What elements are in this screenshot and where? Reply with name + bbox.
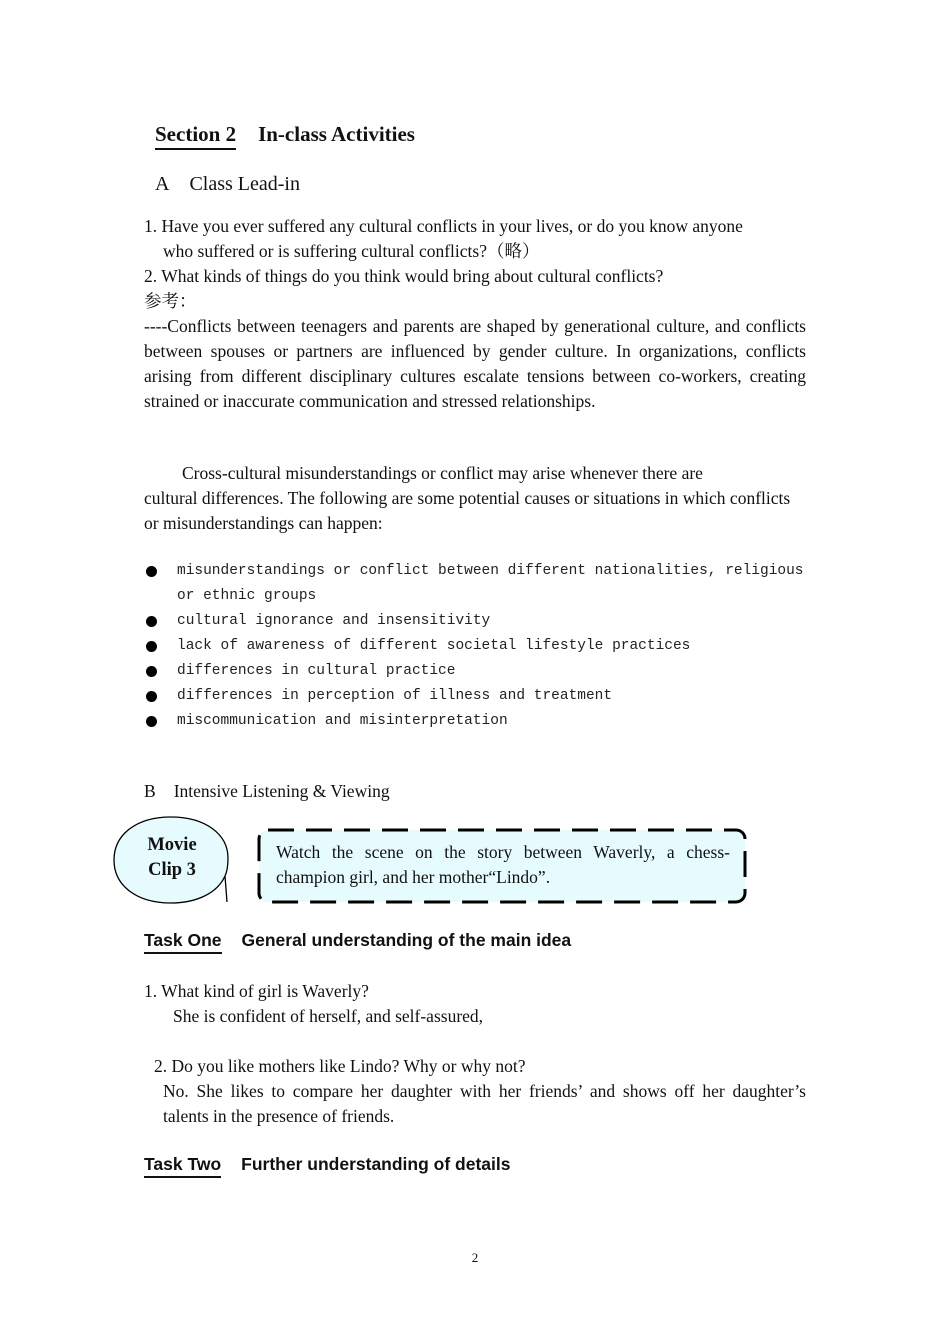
- section-number: Section 2: [155, 122, 236, 150]
- bullet-icon: [146, 666, 157, 677]
- part-a-heading: [155, 173, 300, 196]
- question-1: [144, 214, 809, 239]
- question-2-number: 2.: [144, 266, 158, 286]
- reference-label: 参考：: [144, 291, 197, 311]
- question-2: [144, 264, 663, 289]
- bullet-icon: [146, 691, 157, 702]
- page-number: 2: [471, 1250, 479, 1265]
- watch-instruction-text: Watch the scene on the story between Waverly, a chess-champion girl, and her mother“Lindo”.: [276, 842, 730, 887]
- list-item: miscommunication and misinterpretation: [144, 709, 809, 734]
- task-one-heading: [144, 930, 571, 954]
- task-one-title: General understanding of the main idea: [241, 930, 572, 950]
- question-1-text: Have you ever suffered any cultural conflicts in your lives, or do you know anyone: [161, 216, 743, 236]
- movie-clip-label: [113, 833, 231, 883]
- bullet-icon: [146, 641, 157, 652]
- causes-list: [144, 559, 809, 734]
- part-b-title: Intensive Listening & Viewing: [173, 781, 390, 801]
- intro-rest: cultural differences. The following are some potential causes or situations in which conflicts or misunderstandings can happen:: [144, 488, 791, 533]
- part-b-letter: B: [144, 781, 156, 801]
- question-1-continuation: who suffered or is suffering cultural conflicts?（略）: [163, 241, 540, 261]
- reference-text: ----Conflicts between teenagers and parents are shaped by generational culture, and conflicts between spouses or partners are influenced by gender culture. In organizations, conflicts arising from different disciplinary cultures escalate tensions between co-workers, creating strained or inaccurate communication and stressed relationships.: [144, 316, 806, 411]
- list-item: cultural ignorance and insensitivity: [144, 609, 809, 634]
- list-item: differences in perception of illness and treatment: [144, 684, 809, 709]
- bullet-icon: [146, 566, 157, 577]
- movie-clip-line1: Movie: [147, 835, 197, 855]
- task-one-answer-1: She is confident of herself, and self-assured,: [173, 1006, 484, 1026]
- task-one-answer-2: No. She likes to compare her daughter with her friends’ and shows off her daughter’s talents in the presence of friends.: [163, 1081, 806, 1126]
- section-heading: [155, 122, 415, 150]
- task-one-question-2: 2. Do you like mothers like Lindo? Why or why not?: [154, 1056, 526, 1076]
- list-item: differences in cultural practice: [144, 659, 809, 684]
- part-a-letter: A: [155, 173, 170, 195]
- section-title: In-class Activities: [258, 122, 415, 146]
- task-one-label: Task One: [144, 930, 222, 954]
- bullet-icon: [146, 616, 157, 627]
- task-one-question-1: 1. What kind of girl is Waverly?: [144, 981, 369, 1001]
- question-1-number: 1.: [144, 216, 158, 236]
- movie-clip-line2: Clip 3: [148, 860, 196, 880]
- task-two-heading: [144, 1154, 510, 1178]
- part-b-heading: [144, 779, 390, 804]
- task-two-label: Task Two: [144, 1154, 221, 1178]
- task-two-title: Further understanding of details: [241, 1154, 511, 1174]
- part-a-title: Class Lead-in: [189, 173, 300, 195]
- intro-first-line: Cross-cultural misunderstandings or conflict may arise whenever there are: [182, 463, 703, 483]
- list-item: misunderstandings or conflict between different nationalities, religious or ethnic groups: [144, 559, 809, 609]
- question-2-text: What kinds of things do you think would bring about cultural conflicts?: [161, 266, 664, 286]
- bullet-icon: [146, 716, 157, 727]
- list-item: lack of awareness of different societal lifestyle practices: [144, 634, 809, 659]
